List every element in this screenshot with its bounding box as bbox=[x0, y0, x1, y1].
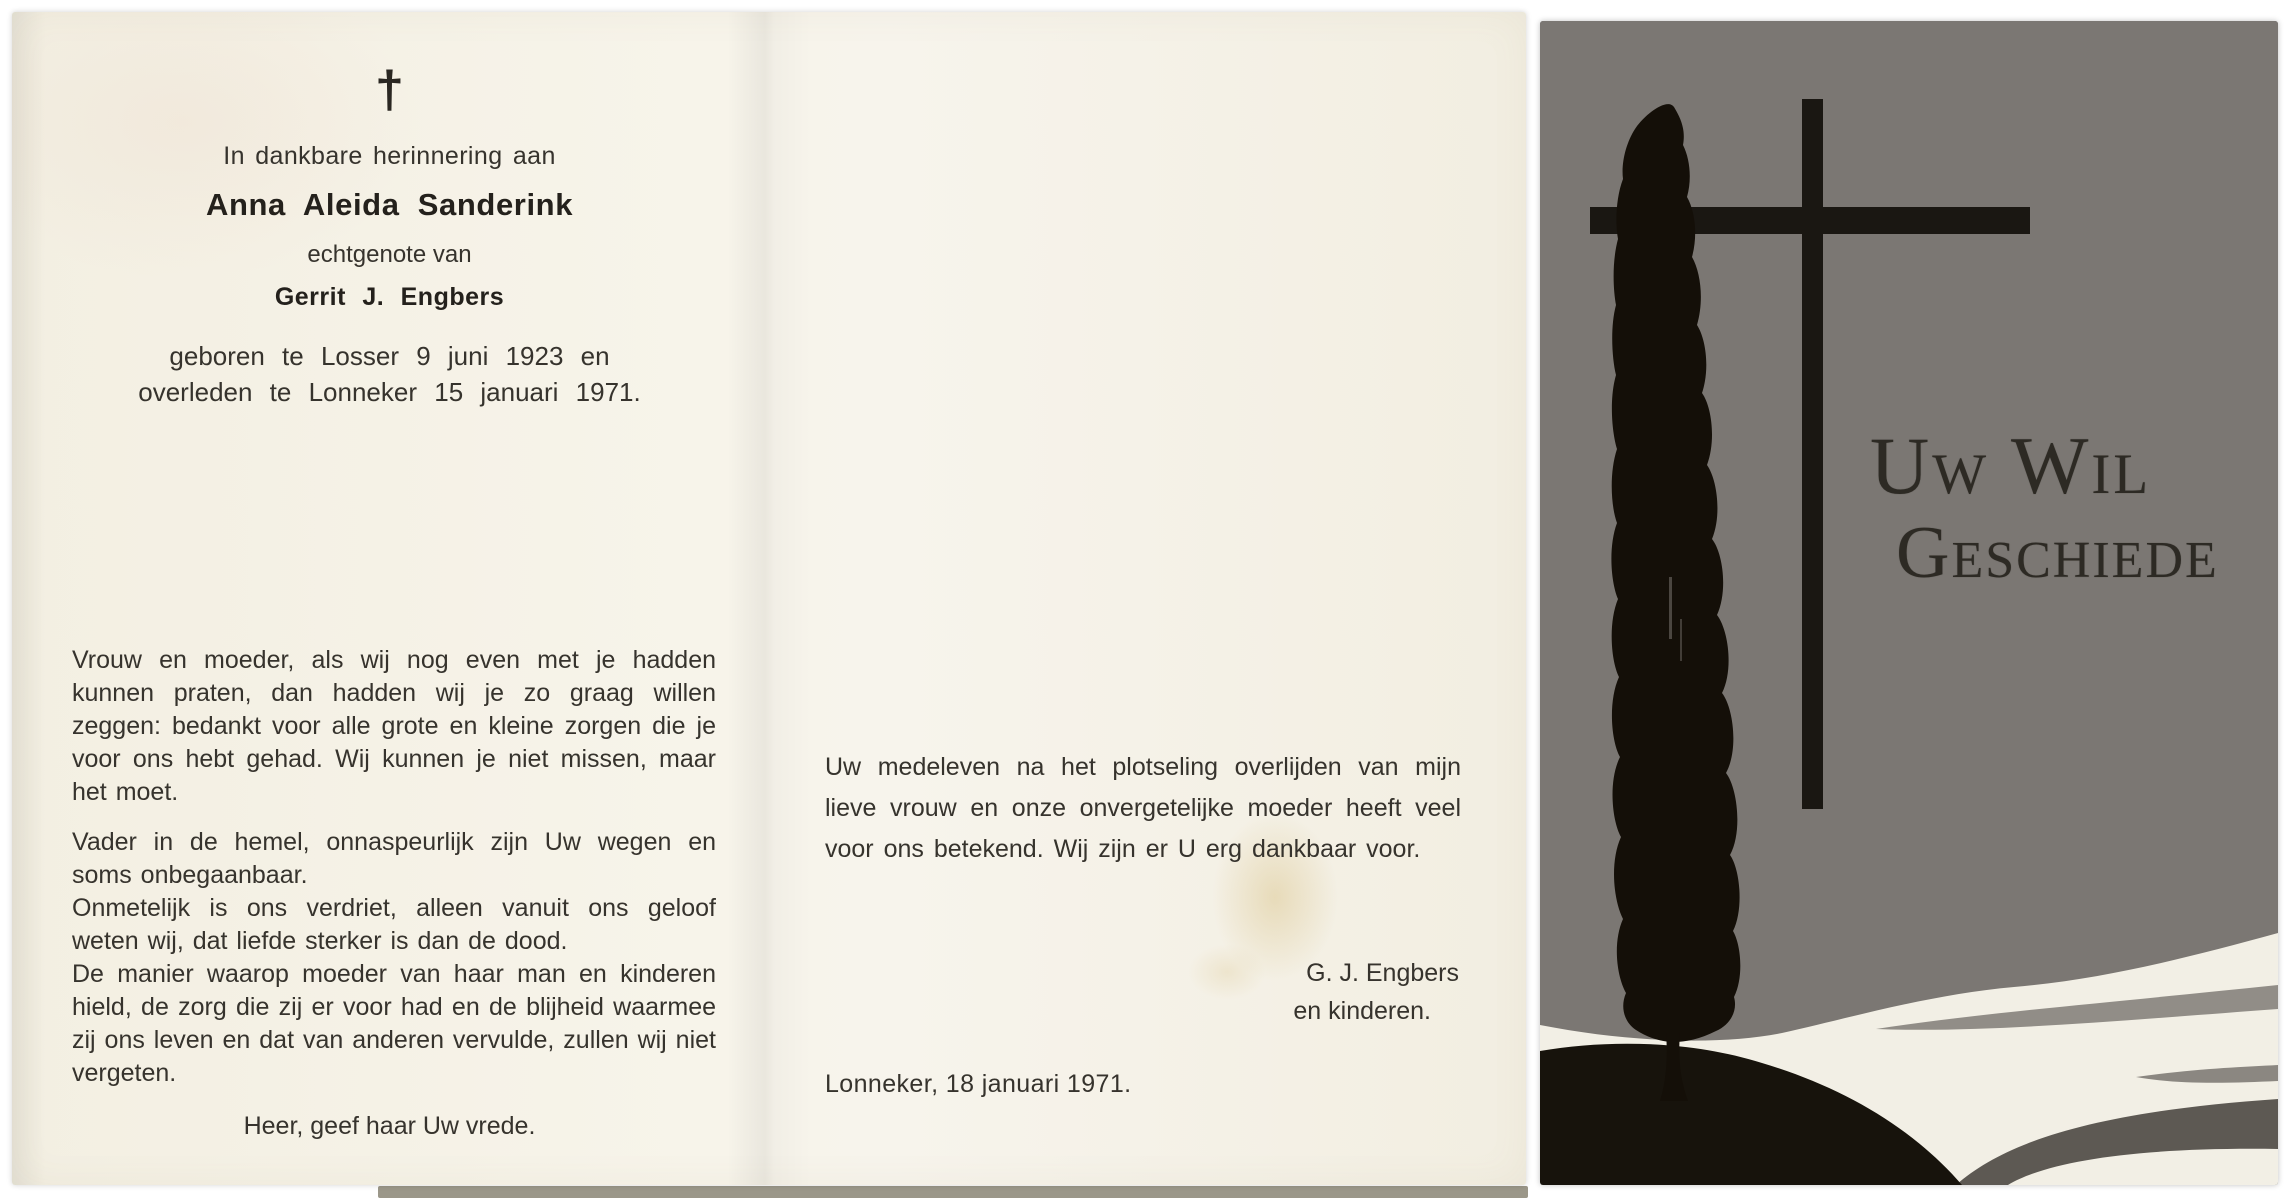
signature-name: G. J. Engbers bbox=[1306, 959, 1459, 987]
memorial-text bbox=[72, 644, 716, 1090]
memorial-paragraph: Vader in de hemel, onnaspeurlijk zijn Uw wegen en soms onbegaanbaar. bbox=[72, 828, 716, 889]
scan-edge-artifact bbox=[378, 1186, 1528, 1198]
cover-title-line2: Geschiede bbox=[1896, 512, 2219, 594]
thanks-paragraph: Uw medeleven na het plotseling overlijden van mijn lieve vrouw en onze onvergetelijke moeder heeft veel voor ons betekend. Wij zijn er U erg dankbaar voor. bbox=[825, 753, 1461, 863]
cover-artwork bbox=[1540, 21, 2278, 1185]
deceased-name: Anna Aleida Sanderink bbox=[205, 187, 574, 222]
cover-title bbox=[1870, 420, 2219, 594]
spouse-name: Gerrit J. Engbers bbox=[274, 283, 505, 311]
intro-line: In dankbare herinnering aan bbox=[223, 142, 556, 170]
card-cover bbox=[1540, 21, 2278, 1185]
signature-children: en kinderen. bbox=[1293, 997, 1431, 1025]
memorial-panel bbox=[12, 12, 767, 1185]
memorial-paragraph: De manier waarop moeder van haar man en kinderen hield, de zorg die zij er voor had en de blijheid waarmee zij ons leven en dat van anderen vervulde, zullen wij niet vergeten. bbox=[72, 960, 716, 1087]
signature-block bbox=[1293, 954, 1459, 1030]
life-dates bbox=[12, 338, 767, 410]
memorial-paragraph: Onmetelijk is ons verdriet, alleen vanuit ons geloof weten wij, dat liefde sterker is dan de dood. bbox=[72, 894, 716, 955]
cover-title-line1: Uw Wil bbox=[1870, 420, 2152, 511]
card-inner-spread bbox=[12, 12, 1526, 1185]
relation-line: echtgenote van bbox=[307, 241, 472, 268]
cross-icon: † bbox=[375, 61, 404, 119]
death-line: overleden te Lonneker 15 januari 1971. bbox=[138, 377, 641, 407]
acknowledgement-panel bbox=[767, 12, 1526, 1185]
closing-prayer: Heer, geef haar Uw vrede. bbox=[243, 1112, 536, 1140]
birth-line: geboren te Losser 9 juni 1923 en bbox=[169, 341, 610, 371]
memorial-paragraph: Vrouw en moeder, als wij nog even met je hadden kunnen praten, dan hadden wij je zo graag willen zeggen: bedankt voor alle grote en kleine zorgen die je voor ons hebt gehad. Wij kunnen je niet missen, maar het moet. bbox=[72, 646, 716, 806]
place-date-line: Lonneker, 18 januari 1971. bbox=[825, 1070, 1132, 1098]
